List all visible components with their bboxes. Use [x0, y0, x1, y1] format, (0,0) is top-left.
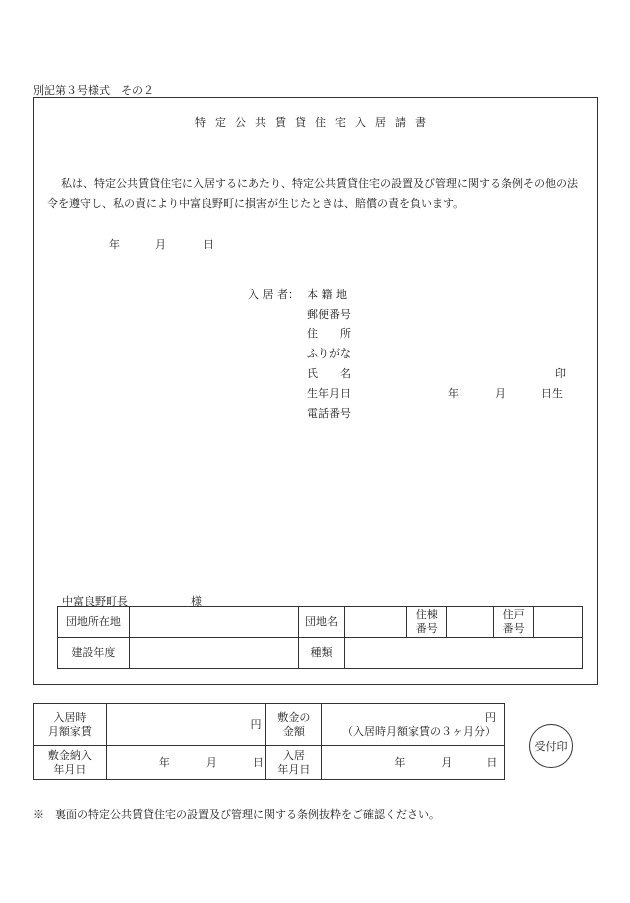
- unit-label-line2: 番号: [502, 622, 525, 635]
- deposit-paid-line2: 年月日: [53, 762, 87, 776]
- deposit-field[interactable]: [322, 704, 505, 746]
- rent-label: [34, 704, 107, 746]
- furigana-label: ふりがな: [307, 347, 351, 360]
- unit-label-line1: 住戸: [502, 608, 525, 621]
- building-number-label: [407, 607, 447, 638]
- type-label: 種類: [298, 638, 345, 669]
- type-field[interactable]: [345, 638, 583, 669]
- move-in-field[interactable]: [322, 746, 505, 780]
- building-label-line2: 番号: [415, 622, 438, 635]
- rent-yen: 円: [250, 717, 262, 731]
- addressee-name: 中富良野町長: [62, 595, 128, 608]
- deposit-label-line1: 敷金の: [277, 710, 311, 724]
- deposit-label-line2: 金額: [282, 724, 305, 738]
- deposit-paid-line1: 敷金納入: [47, 748, 92, 762]
- reception-stamp: [529, 724, 573, 768]
- unit-number-label: [494, 607, 534, 638]
- danchi-name-label: 団地名: [298, 607, 345, 638]
- danchi-name-field[interactable]: [345, 607, 407, 638]
- pledge-text: [47, 174, 587, 214]
- postal-label: 郵便番号: [307, 308, 351, 321]
- date-year: 年: [109, 238, 120, 251]
- built-year-field[interactable]: [129, 638, 298, 669]
- addressee-honorific: 様: [191, 595, 202, 608]
- phone-label: 電話番号: [307, 407, 351, 420]
- rent-table: [33, 703, 505, 780]
- stamp-label: 受付印: [534, 740, 568, 753]
- deposit-paid-month: 月: [205, 756, 217, 769]
- deposit-paid-day: 日: [252, 756, 264, 769]
- building-label-line1: 住棟: [415, 608, 438, 621]
- deposit-yen: 円: [485, 710, 496, 724]
- housing-table: [57, 606, 583, 669]
- location-label: 団地所在地: [58, 607, 130, 638]
- deposit-note: （入居時月額家賃の３ヶ月分）: [342, 724, 496, 738]
- building-number-field[interactable]: [447, 607, 494, 638]
- move-in-day: 日: [486, 756, 498, 769]
- move-in-label: [266, 746, 322, 780]
- move-in-year: 年: [394, 756, 406, 769]
- pledge-body: 私は、特定公共賃貸住宅に入居するにあたり、特定公共賃貸住宅の設置及び管理に関する条例その他の法令を遵守し、私の責により中富良野町に損害が生じたときは、賠償の責を負います。: [47, 177, 578, 210]
- birth-label: 生年月日: [307, 387, 351, 400]
- date-day: 日: [203, 238, 214, 251]
- birth-year: 年: [448, 387, 459, 400]
- deposit-paid-year: 年: [158, 756, 170, 769]
- deposit-label: [266, 704, 322, 746]
- name-label: 氏 名: [307, 367, 351, 380]
- unit-number-field[interactable]: [534, 607, 583, 638]
- rent-label-line2: 月額家賃: [47, 724, 92, 738]
- resident-heading: 入 居 者：: [248, 288, 299, 301]
- birth-month: 月: [495, 387, 506, 400]
- honseki-label: 本 籍 地: [307, 288, 347, 301]
- address-label: 住 所: [307, 327, 351, 340]
- birth-day: 日生: [541, 387, 563, 400]
- rent-field[interactable]: [106, 704, 266, 746]
- built-year-label: 建設年度: [58, 638, 130, 669]
- deposit-paid-field[interactable]: [106, 746, 266, 780]
- form-number: 別記第３号様式 その２: [33, 84, 154, 97]
- date-month: 月: [155, 238, 166, 251]
- move-in-month: 月: [441, 756, 453, 769]
- move-in-line2: 年月日: [277, 762, 311, 776]
- footnote: ※ 裏面の特定公共賃貸住宅の設置及び管理に関する条例抜粋をご確認ください。: [33, 808, 440, 821]
- rent-label-line1: 入居時: [53, 710, 87, 724]
- deposit-paid-label: [34, 746, 107, 780]
- seal-mark: 印: [555, 367, 566, 380]
- location-field[interactable]: [129, 607, 298, 638]
- form-title: 特定公共賃貸住宅入居請書: [195, 116, 435, 129]
- move-in-line1: 入居: [282, 748, 305, 762]
